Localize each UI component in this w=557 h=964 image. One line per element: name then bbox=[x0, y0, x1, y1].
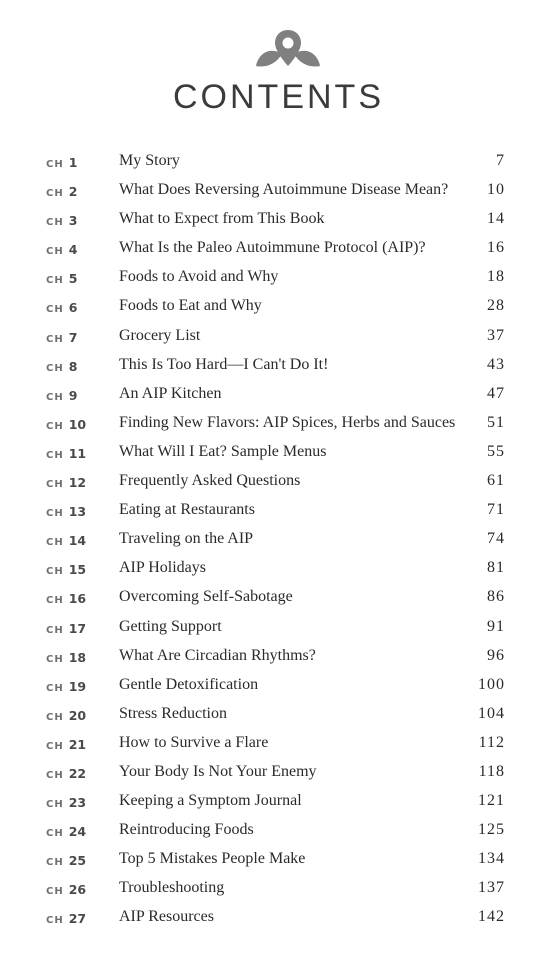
chapter-prefix: CH bbox=[46, 857, 64, 869]
chapter-label bbox=[46, 242, 77, 257]
chapter-number: 27 bbox=[68, 911, 87, 927]
chapter-title: Traveling on the AIP bbox=[119, 530, 254, 548]
page-number: 18 bbox=[487, 268, 505, 286]
toc-entry[interactable] bbox=[0, 439, 557, 468]
chapter-label bbox=[46, 300, 77, 315]
chapter-prefix: CH bbox=[46, 799, 64, 811]
chapter-number: 4 bbox=[68, 242, 78, 258]
chapter-number: 19 bbox=[68, 678, 87, 694]
toc-entry[interactable] bbox=[0, 701, 557, 730]
chapter-prefix: CH bbox=[46, 508, 64, 520]
chapter-label bbox=[46, 795, 86, 810]
toc-entry[interactable] bbox=[0, 148, 557, 177]
chapter-title: How to Survive a Flare bbox=[119, 733, 269, 751]
chapter-number: 11 bbox=[68, 445, 87, 461]
chapter-number: 5 bbox=[68, 271, 78, 287]
chapter-title: Reintroducing Foods bbox=[119, 821, 254, 839]
chapter-title: AIP Resources bbox=[119, 908, 214, 926]
page-number: 71 bbox=[487, 501, 505, 519]
chapter-number: 16 bbox=[68, 591, 87, 607]
page-number: 16 bbox=[487, 239, 505, 257]
page-number: 118 bbox=[478, 762, 505, 780]
chapter-prefix: CH bbox=[46, 566, 64, 578]
chapter-label bbox=[46, 155, 77, 170]
chapter-prefix: CH bbox=[46, 217, 64, 229]
chapter-prefix: CH bbox=[46, 275, 64, 287]
chapter-title: Top 5 Mistakes People Make bbox=[119, 850, 306, 868]
chapter-title: Stress Reduction bbox=[119, 704, 227, 722]
page-title: CONTENTS bbox=[173, 78, 384, 116]
chapter-number: 6 bbox=[68, 300, 78, 316]
page-number: 10 bbox=[487, 181, 505, 199]
chapter-number: 12 bbox=[68, 475, 87, 491]
toc-entry[interactable] bbox=[0, 526, 557, 555]
chapter-title: What Will I Eat? Sample Menus bbox=[119, 442, 327, 460]
chapter-label bbox=[46, 213, 77, 228]
chapter-prefix: CH bbox=[46, 449, 64, 461]
toc-entry[interactable] bbox=[0, 875, 557, 904]
chapter-number: 22 bbox=[68, 765, 87, 781]
chapter-prefix: CH bbox=[46, 711, 64, 723]
chapter-label bbox=[46, 271, 77, 286]
chapter-prefix: CH bbox=[46, 740, 64, 752]
page-number: 37 bbox=[487, 326, 505, 344]
chapter-label bbox=[46, 911, 86, 926]
chapter-number: 1 bbox=[68, 155, 78, 170]
page-number: 51 bbox=[487, 413, 505, 431]
chapter-label bbox=[46, 330, 77, 345]
chapter-prefix: CH bbox=[46, 246, 64, 258]
chapter-prefix: CH bbox=[46, 828, 64, 840]
chapter-prefix: CH bbox=[46, 682, 64, 694]
chapter-label bbox=[46, 679, 86, 694]
chapter-label bbox=[46, 504, 86, 519]
chapter-label bbox=[46, 533, 86, 548]
chapter-prefix: CH bbox=[46, 624, 64, 636]
chapter-label bbox=[46, 562, 86, 577]
toc-entry[interactable] bbox=[0, 788, 557, 817]
chapter-number: 10 bbox=[68, 416, 87, 432]
chapter-prefix: CH bbox=[46, 915, 64, 927]
toc-entry[interactable] bbox=[0, 643, 557, 672]
chapter-prefix: CH bbox=[46, 479, 64, 491]
chapter-label bbox=[46, 708, 86, 723]
toc-entry[interactable] bbox=[0, 410, 557, 439]
chapter-label bbox=[46, 591, 86, 606]
toc-entry[interactable] bbox=[0, 584, 557, 613]
page-number: 137 bbox=[478, 879, 505, 897]
page-number: 43 bbox=[487, 355, 505, 373]
chapter-title: My Story bbox=[119, 152, 180, 169]
chapter-label bbox=[46, 184, 77, 199]
chapter-number: 17 bbox=[68, 620, 87, 636]
chapter-title: Foods to Avoid and Why bbox=[119, 268, 279, 286]
toc-entry[interactable] bbox=[0, 614, 557, 643]
chapter-title: What Does Reversing Autoimmune Disease Mean? bbox=[119, 181, 449, 199]
chapter-number: 26 bbox=[68, 882, 87, 898]
toc-entry[interactable] bbox=[0, 759, 557, 788]
page-number: 14 bbox=[487, 210, 505, 228]
chapter-number: 3 bbox=[68, 213, 78, 229]
page-number: 96 bbox=[487, 646, 505, 664]
chapter-title: Frequently Asked Questions bbox=[119, 472, 301, 490]
toc-entry[interactable] bbox=[0, 468, 557, 497]
page-number: 121 bbox=[478, 792, 505, 810]
page-number: 91 bbox=[487, 617, 505, 635]
chapter-title: Overcoming Self-Sabotage bbox=[119, 588, 293, 606]
chapter-label bbox=[46, 882, 86, 897]
toc-entry[interactable] bbox=[0, 381, 557, 410]
page-number: 47 bbox=[487, 384, 505, 402]
chapter-label bbox=[46, 650, 86, 665]
chapter-number: 21 bbox=[68, 736, 87, 752]
chapter-number: 2 bbox=[68, 184, 78, 200]
page-number: 86 bbox=[487, 588, 505, 606]
chapter-label bbox=[46, 621, 86, 636]
toc-entry[interactable] bbox=[0, 904, 557, 933]
chapter-prefix: CH bbox=[46, 159, 64, 170]
chapter-number: 14 bbox=[68, 533, 87, 549]
chapter-title: Eating at Restaurants bbox=[119, 501, 255, 519]
page-number: 7 bbox=[496, 152, 505, 169]
chapter-title: Troubleshooting bbox=[119, 879, 225, 897]
chapter-number: 7 bbox=[68, 329, 78, 345]
chapter-label bbox=[46, 766, 86, 781]
chapter-title: Grocery List bbox=[119, 326, 201, 344]
chapter-prefix: CH bbox=[46, 653, 64, 665]
toc-entry[interactable] bbox=[0, 730, 557, 759]
toc-entry[interactable] bbox=[0, 323, 557, 352]
page-number: 125 bbox=[478, 821, 505, 839]
page-number: 28 bbox=[487, 297, 505, 315]
chapter-title: Your Body Is Not Your Enemy bbox=[119, 762, 317, 780]
chapter-label bbox=[46, 446, 86, 461]
toc-entry[interactable] bbox=[0, 555, 557, 584]
chapter-title: An AIP Kitchen bbox=[119, 384, 222, 402]
toc-entry[interactable] bbox=[0, 352, 557, 381]
page-number: 112 bbox=[478, 733, 505, 751]
chapter-number: 8 bbox=[68, 358, 78, 374]
toc-entry[interactable] bbox=[0, 235, 557, 264]
page-number: 100 bbox=[478, 675, 505, 693]
chapter-number: 15 bbox=[68, 562, 87, 578]
chapter-title: This Is Too Hard—I Can't Do It! bbox=[119, 355, 329, 373]
chapter-title: What Are Circadian Rhythms? bbox=[119, 646, 316, 664]
toc-entry[interactable] bbox=[0, 817, 557, 846]
chapter-title: Keeping a Symptom Journal bbox=[119, 792, 302, 810]
page-number: 142 bbox=[478, 908, 505, 926]
chapter-prefix: CH bbox=[46, 333, 64, 345]
chapter-prefix: CH bbox=[46, 391, 64, 403]
chapter-label bbox=[46, 417, 86, 432]
chapter-title: Gentle Detoxification bbox=[119, 675, 259, 693]
chapter-title: Getting Support bbox=[119, 617, 222, 635]
chapter-label bbox=[46, 475, 86, 490]
chapter-prefix: CH bbox=[46, 595, 64, 607]
toc-entry[interactable] bbox=[0, 177, 557, 206]
chapter-number: 9 bbox=[68, 387, 78, 403]
toc-entry[interactable] bbox=[0, 672, 557, 701]
chapter-prefix: CH bbox=[46, 886, 64, 898]
toc-entry[interactable] bbox=[0, 293, 557, 322]
chapter-label bbox=[46, 359, 77, 374]
page-number: 104 bbox=[478, 704, 505, 722]
chapter-prefix: CH bbox=[46, 304, 64, 316]
chapter-number: 23 bbox=[68, 795, 87, 811]
toc-list bbox=[0, 148, 557, 934]
chapter-label bbox=[46, 824, 86, 839]
toc-entry[interactable] bbox=[0, 497, 557, 526]
chapter-label bbox=[46, 853, 86, 868]
page-number: 134 bbox=[478, 850, 505, 868]
chapter-prefix: CH bbox=[46, 537, 64, 549]
chapter-title: Finding New Flavors: AIP Spices, Herbs and Sauces bbox=[119, 413, 456, 431]
location-pin-leaves-icon bbox=[252, 28, 324, 72]
chapter-title: Foods to Eat and Why bbox=[119, 297, 262, 315]
chapter-title: AIP Holidays bbox=[119, 559, 206, 577]
chapter-title: What to Expect from This Book bbox=[119, 210, 325, 228]
toc-entry[interactable] bbox=[0, 846, 557, 875]
chapter-prefix: CH bbox=[46, 188, 64, 200]
page-number: 81 bbox=[487, 559, 505, 577]
chapter-prefix: CH bbox=[46, 362, 64, 374]
chapter-number: 25 bbox=[68, 853, 87, 869]
chapter-number: 20 bbox=[68, 707, 87, 723]
chapter-number: 18 bbox=[68, 649, 87, 665]
page-number: 55 bbox=[487, 442, 505, 460]
toc-entry[interactable] bbox=[0, 206, 557, 235]
chapter-prefix: CH bbox=[46, 420, 64, 432]
chapter-label bbox=[46, 388, 77, 403]
page-number: 61 bbox=[487, 472, 505, 490]
page-number: 74 bbox=[487, 530, 505, 548]
chapter-title: What Is the Paleo Autoimmune Protocol (AIP)? bbox=[119, 239, 426, 257]
chapter-number: 24 bbox=[68, 824, 87, 840]
chapter-label bbox=[46, 737, 86, 752]
chapter-number: 13 bbox=[68, 504, 87, 520]
chapter-prefix: CH bbox=[46, 769, 64, 781]
toc-entry[interactable] bbox=[0, 264, 557, 293]
